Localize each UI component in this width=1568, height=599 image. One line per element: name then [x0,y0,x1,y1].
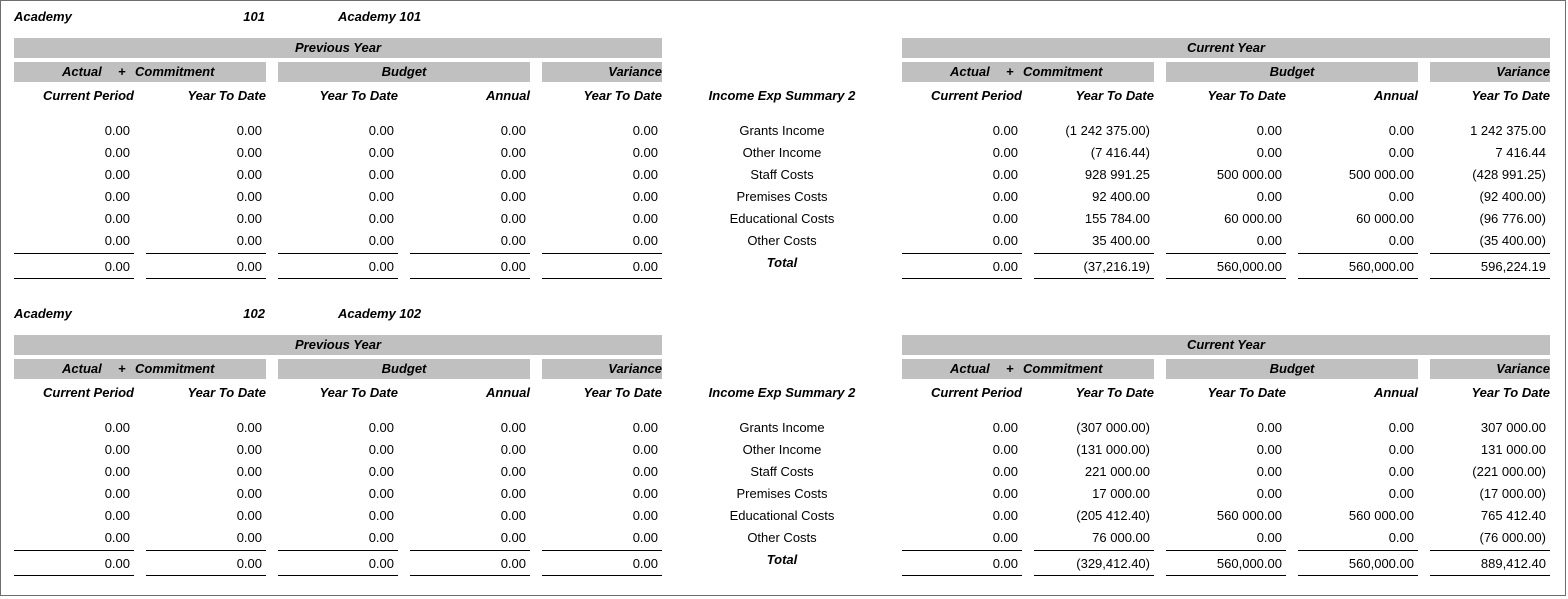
current-value-cell: 155 784.00 [1084,211,1150,226]
current-value-cell: (1 242 375.00) [1065,123,1150,138]
previous-value-cell: 0.00 [632,508,658,523]
previous-total-cell: 0.00 [368,259,394,274]
previous-total-rule-top [146,550,266,551]
current-value-cell: 131 000.00 [1480,442,1546,457]
current-value-cell: 560 000.00 [1216,508,1282,523]
current-total-cell: (37,216.19) [1083,259,1150,274]
previous-year-title: Previous Year [295,337,381,352]
previous-total-cell: 0.00 [632,556,658,571]
variance-label: Variance [608,64,662,79]
current-value-cell: 0.00 [992,145,1018,160]
current-value-cell: 92 400.00 [1092,189,1150,204]
current-total-rule-bottom [1430,278,1550,279]
current-col-header-annual: Annual [1373,88,1418,103]
current-value-cell: 0.00 [1388,233,1414,248]
current-value-cell: 0.00 [992,464,1018,479]
previous-year-header-bar [14,335,662,355]
current-value-cell: 0.00 [992,486,1018,501]
previous-value-cell: 0.00 [368,189,394,204]
current-value-cell: 76 000.00 [1092,530,1150,545]
current-total-rule-top [1166,253,1286,254]
current-value-cell: 0.00 [1388,486,1414,501]
current-value-cell: 0.00 [1256,464,1282,479]
previous-col-header-year-to-date: Year To Date [187,385,266,400]
commitment-label: Commitment [135,64,215,79]
current-value-cell: 60 000.00 [1224,211,1282,226]
previous-value-cell: 0.00 [104,530,130,545]
previous-value-cell: 0.00 [368,530,394,545]
previous-value-cell: 0.00 [104,486,130,501]
current-value-cell: 0.00 [1388,189,1414,204]
current-year-header-bar [902,335,1550,355]
current-total-rule-top [902,253,1022,254]
current-value-cell: 0.00 [1256,442,1282,457]
previous-value-cell: 0.00 [632,530,658,545]
current-value-cell: (96 776.00) [1479,211,1546,226]
previous-total-rule-bottom [278,278,398,279]
previous-value-cell: 0.00 [632,464,658,479]
previous-total-rule-bottom [410,575,530,576]
current-value-cell: 221 000.00 [1084,464,1150,479]
previous-value-cell: 0.00 [104,167,130,182]
budget-label: Budget [1269,64,1315,79]
previous-total-rule-bottom [278,575,398,576]
row-label: Other Income [742,442,822,457]
row-label: Grants Income [739,123,825,138]
current-value-cell: 0.00 [1256,123,1282,138]
previous-value-cell: 0.00 [104,464,130,479]
current-total-rule-top [1430,550,1550,551]
actual-label: Actual [950,64,990,79]
previous-col-header-annual: Annual [485,385,530,400]
previous-value-cell: 0.00 [500,508,526,523]
row-label: Other Income [742,145,822,160]
current-value-cell: 1 242 375.00 [1470,123,1546,138]
current-total-rule-top [1166,550,1286,551]
previous-col-header-annual: Annual [485,88,530,103]
current-value-cell: 0.00 [992,530,1018,545]
previous-value-cell: 0.00 [500,530,526,545]
current-total-rule-bottom [1034,278,1154,279]
current-total-cell: 560,000.00 [1348,259,1414,274]
previous-value-cell: 0.00 [500,233,526,248]
current-year-title: Current Year [1186,337,1266,352]
previous-col-header-current-period: Current Period [42,88,134,103]
previous-value-cell: 0.00 [632,167,658,182]
previous-total-rule-top [14,253,134,254]
current-total-rule-bottom [1430,575,1550,576]
commitment-label: Commitment [1023,361,1103,376]
current-value-cell: 0.00 [1388,530,1414,545]
current-value-cell: 0.00 [1388,145,1414,160]
previous-value-cell: 0.00 [368,420,394,435]
previous-value-cell: 0.00 [368,486,394,501]
previous-total-rule-bottom [14,278,134,279]
current-total-cell: 560,000.00 [1348,556,1414,571]
actual-label: Actual [62,64,102,79]
current-value-cell: 500 000.00 [1348,167,1414,182]
current-col-header-current-period: Current Period [930,88,1022,103]
previous-value-cell: 0.00 [104,145,130,160]
current-col-header-year-to-date: Year To Date [1207,88,1286,103]
previous-value-cell: 0.00 [236,420,262,435]
previous-total-cell: 0.00 [104,259,130,274]
previous-value-cell: 0.00 [500,464,526,479]
current-total-rule-top [1298,253,1418,254]
previous-col-header-year-to-date: Year To Date [187,88,266,103]
previous-value-cell: 0.00 [632,233,658,248]
current-value-cell: 0.00 [992,233,1018,248]
current-year-title: Current Year [1186,40,1266,55]
previous-budget-bar [278,359,530,379]
current-col-header-year-to-date: Year To Date [1471,88,1550,103]
current-total-cell: 560,000.00 [1216,259,1282,274]
entity-code: 102 [243,306,265,321]
previous-total-cell: 0.00 [500,556,526,571]
previous-value-cell: 0.00 [500,167,526,182]
row-label: Other Costs [747,530,817,545]
current-value-cell: 35 400.00 [1092,233,1150,248]
current-value-cell: 60 000.00 [1356,211,1414,226]
previous-value-cell: 0.00 [236,211,262,226]
budget-label: Budget [1269,361,1315,376]
previous-value-cell: 0.00 [632,211,658,226]
entity-label: Academy [14,9,72,24]
previous-total-rule-top [542,253,662,254]
entity-name: Academy 101 [338,9,422,24]
previous-total-rule-top [278,253,398,254]
current-budget-bar [1166,62,1418,82]
budget-label: Budget [381,361,427,376]
current-total-rule-bottom [1034,575,1154,576]
previous-value-cell: 0.00 [632,145,658,160]
previous-col-header-year-to-date: Year To Date [319,88,398,103]
current-value-cell: (76 000.00) [1479,530,1546,545]
current-value-cell: 0.00 [1256,233,1282,248]
previous-value-cell: 0.00 [632,123,658,138]
previous-value-cell: 0.00 [500,442,526,457]
current-value-cell: (307 000.00) [1076,420,1150,435]
previous-value-cell: 0.00 [500,189,526,204]
current-value-cell: 0.00 [1256,145,1282,160]
row-label: Premises Costs [736,189,828,204]
row-label: Grants Income [739,420,825,435]
current-value-cell: 0.00 [992,167,1018,182]
current-total-rule-bottom [902,278,1022,279]
previous-value-cell: 0.00 [500,486,526,501]
current-total-rule-bottom [1166,575,1286,576]
current-value-cell: 0.00 [992,189,1018,204]
current-value-cell: 928 991.25 [1084,167,1150,182]
previous-value-cell: 0.00 [104,211,130,226]
current-value-cell: 0.00 [1388,464,1414,479]
previous-col-header-year-to-date: Year To Date [583,88,662,103]
previous-value-cell: 0.00 [500,123,526,138]
current-variance-bar [1430,359,1550,379]
previous-value-cell: 0.00 [236,189,262,204]
current-year-header-bar [902,38,1550,58]
previous-total-rule-top [14,550,134,551]
current-total-rule-top [1430,253,1550,254]
previous-value-cell: 0.00 [368,167,394,182]
previous-value-cell: 0.00 [632,486,658,501]
previous-value-cell: 0.00 [632,420,658,435]
summary-header: Income Exp Summary 2 [708,385,856,400]
plus-label: + [1006,361,1014,376]
previous-total-rule-bottom [146,575,266,576]
previous-actual-commitment-bar [14,62,266,82]
previous-value-cell: 0.00 [236,123,262,138]
current-total-cell: (329,412.40) [1076,556,1150,571]
current-variance-bar [1430,62,1550,82]
commitment-label: Commitment [1023,64,1103,79]
previous-value-cell: 0.00 [104,442,130,457]
current-total-cell: 889,412.40 [1480,556,1546,571]
previous-total-rule-top [278,550,398,551]
current-budget-bar [1166,359,1418,379]
current-col-header-year-to-date: Year To Date [1471,385,1550,400]
previous-value-cell: 0.00 [368,464,394,479]
current-value-cell: 500 000.00 [1216,167,1282,182]
previous-value-cell: 0.00 [368,233,394,248]
previous-total-rule-bottom [14,575,134,576]
current-col-header-year-to-date: Year To Date [1207,385,1286,400]
previous-year-header-bar [14,38,662,58]
commitment-label: Commitment [135,361,215,376]
previous-value-cell: 0.00 [632,442,658,457]
current-value-cell: (131 000.00) [1076,442,1150,457]
previous-value-cell: 0.00 [500,211,526,226]
previous-value-cell: 0.00 [104,420,130,435]
current-value-cell: (7 416.44) [1090,145,1150,160]
current-total-rule-bottom [902,575,1022,576]
current-value-cell: 0.00 [1256,486,1282,501]
previous-value-cell: 0.00 [500,145,526,160]
current-value-cell: 0.00 [1256,189,1282,204]
current-value-cell: 0.00 [1256,420,1282,435]
previous-value-cell: 0.00 [368,508,394,523]
previous-total-cell: 0.00 [632,259,658,274]
previous-variance-bar [542,62,662,82]
current-value-cell: (35 400.00) [1479,233,1546,248]
previous-value-cell: 0.00 [236,233,262,248]
variance-label: Variance [1496,361,1550,376]
actual-label: Actual [950,361,990,376]
previous-value-cell: 0.00 [500,420,526,435]
previous-col-header-current-period: Current Period [42,385,134,400]
current-total-rule-bottom [1298,575,1418,576]
current-total-rule-top [902,550,1022,551]
previous-total-rule-bottom [410,278,530,279]
current-actual-commitment-bar [902,62,1154,82]
actual-label: Actual [62,361,102,376]
entity-label: Academy [14,306,72,321]
previous-value-cell: 0.00 [104,233,130,248]
row-label: Educational Costs [729,508,835,523]
previous-value-cell: 0.00 [104,189,130,204]
previous-value-cell: 0.00 [368,145,394,160]
current-actual-commitment-bar [902,359,1154,379]
row-label: Staff Costs [750,167,814,182]
previous-value-cell: 0.00 [104,123,130,138]
previous-total-rule-top [542,550,662,551]
previous-value-cell: 0.00 [236,486,262,501]
current-total-rule-bottom [1166,278,1286,279]
current-value-cell: 0.00 [992,442,1018,457]
current-total-rule-top [1034,253,1154,254]
current-total-rule-bottom [1298,278,1418,279]
current-value-cell: 560 000.00 [1348,508,1414,523]
previous-total-cell: 0.00 [104,556,130,571]
previous-total-rule-bottom [146,278,266,279]
current-total-rule-top [1034,550,1154,551]
current-value-cell: 0.00 [992,123,1018,138]
current-total-cell: 560,000.00 [1216,556,1282,571]
variance-label: Variance [1496,64,1550,79]
current-value-cell: 0.00 [1388,123,1414,138]
plus-label: + [118,361,126,376]
current-value-cell: (92 400.00) [1479,189,1546,204]
previous-value-cell: 0.00 [632,189,658,204]
previous-year-title: Previous Year [295,40,381,55]
row-label: Other Costs [747,233,817,248]
row-label: Staff Costs [750,464,814,479]
plus-label: + [118,64,126,79]
previous-total-rule-top [146,253,266,254]
current-value-cell: (428 991.25) [1472,167,1546,182]
previous-variance-bar [542,359,662,379]
previous-col-header-year-to-date: Year To Date [319,385,398,400]
current-col-header-current-period: Current Period [930,385,1022,400]
previous-value-cell: 0.00 [236,145,262,160]
current-col-header-year-to-date: Year To Date [1075,385,1154,400]
current-value-cell: (221 000.00) [1472,464,1546,479]
summary-header: Income Exp Summary 2 [708,88,856,103]
previous-total-cell: 0.00 [236,259,262,274]
previous-total-cell: 0.00 [500,259,526,274]
entity-code: 101 [243,9,265,24]
current-value-cell: 0.00 [992,211,1018,226]
current-value-cell: 0.00 [1388,442,1414,457]
previous-total-rule-bottom [542,575,662,576]
row-label: Premises Costs [736,486,828,501]
current-col-header-year-to-date: Year To Date [1075,88,1154,103]
budget-label: Budget [381,64,427,79]
current-value-cell: 0.00 [992,508,1018,523]
previous-value-cell: 0.00 [236,530,262,545]
previous-total-rule-top [410,550,530,551]
current-value-cell: 17 000.00 [1092,486,1150,501]
variance-label: Variance [608,361,662,376]
previous-actual-commitment-bar [14,359,266,379]
current-value-cell: 765 412.40 [1480,508,1546,523]
previous-total-cell: 0.00 [236,556,262,571]
plus-label: + [1006,64,1014,79]
total-label: Total [766,255,798,270]
current-col-header-annual: Annual [1373,385,1418,400]
current-value-cell: 7 416.44 [1495,145,1546,160]
row-label: Educational Costs [729,211,835,226]
previous-total-cell: 0.00 [368,556,394,571]
entity-name: Academy 102 [338,306,422,321]
current-total-cell: 0.00 [992,556,1018,571]
current-value-cell: 0.00 [1388,420,1414,435]
current-value-cell: (205 412.40) [1076,508,1150,523]
current-value-cell: 307 000.00 [1480,420,1546,435]
previous-value-cell: 0.00 [236,442,262,457]
total-label: Total [766,552,798,567]
current-value-cell: (17 000.00) [1479,486,1546,501]
previous-total-rule-top [410,253,530,254]
previous-value-cell: 0.00 [236,167,262,182]
previous-value-cell: 0.00 [368,442,394,457]
previous-value-cell: 0.00 [368,211,394,226]
previous-budget-bar [278,62,530,82]
current-total-cell: 596,224.19 [1480,259,1546,274]
current-value-cell: 0.00 [992,420,1018,435]
previous-value-cell: 0.00 [104,508,130,523]
current-value-cell: 0.00 [1256,530,1282,545]
current-total-rule-top [1298,550,1418,551]
previous-value-cell: 0.00 [236,464,262,479]
previous-col-header-year-to-date: Year To Date [583,385,662,400]
previous-total-rule-bottom [542,278,662,279]
previous-value-cell: 0.00 [236,508,262,523]
previous-value-cell: 0.00 [368,123,394,138]
current-total-cell: 0.00 [992,259,1018,274]
